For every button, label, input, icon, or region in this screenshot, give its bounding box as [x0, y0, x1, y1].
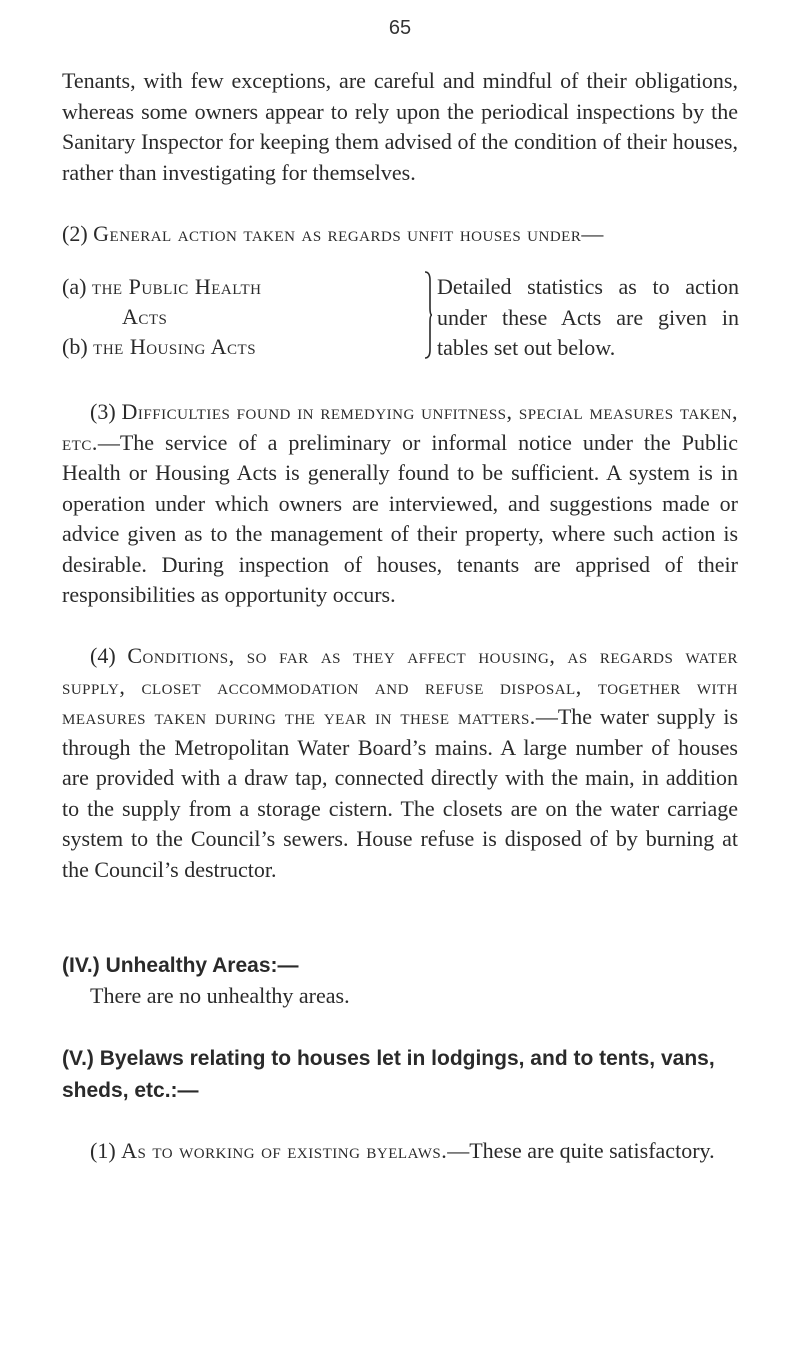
section-4-number: (4)	[90, 643, 116, 668]
curly-brace-icon	[423, 270, 433, 360]
page-number: 65	[388, 17, 412, 39]
section-3-number: (3)	[90, 399, 116, 424]
section-iv-body: There are no unhealthy areas.	[90, 983, 350, 1008]
section-3-body: —The service of a preliminary or informal notice under the Public Health or Housing Acts is generally found to be sufficient. A system is in operation under which owners are interviewed, and suggestions made or advice given as to the management of their property, where such action is desirable. During inspection of houses, tenants are apprised of their responsibilities as opportunity occurs.	[62, 429, 738, 607]
item-a-text: the Public Health	[91, 274, 262, 299]
section-iv-title: (IV.) Unhealthy Areas:—	[62, 954, 299, 977]
item-a-label: (a)	[62, 274, 87, 299]
section-v-title: (V.) Byelaws relating to houses let in lodgings, and to tents, vans, sheds, etc.:—	[62, 1047, 715, 1102]
section-2-title: General action taken as regards unfit houses under—	[93, 221, 604, 246]
section-3-heading: Difficulties found in remedying unfitness, special measures taken, etc.	[62, 399, 739, 455]
section-v-1-number: (1)	[90, 1138, 116, 1163]
bracket-note: Detailed statistics as to action under these Acts are given in tables set out below.	[437, 274, 739, 360]
section-v-1-heading: As to working of existing byelaws.	[121, 1138, 448, 1163]
section-4-body: —The water supply is through the Metropolitan Water Board’s mains. A large number of houses are provided with a draw tap, connected directly with the main, in addition to the supply from a storage cistern. The closets are on the water carriage system to the Council’s sewers. House refuse is disposed of by burning at the Council’s destructor.	[62, 704, 739, 882]
list-item-b	[62, 332, 256, 363]
list-item-a	[62, 272, 261, 303]
section-iv-heading	[62, 950, 738, 982]
section-v-1-body: —These are quite satisfactory.	[447, 1138, 715, 1163]
section-2-number: (2)	[62, 221, 88, 246]
section-v-heading	[62, 1043, 738, 1106]
section-3-paragraph	[62, 397, 738, 611]
item-b-label: (b)	[62, 334, 88, 359]
list-item-a-continued	[122, 302, 167, 333]
section-4-heading: Conditions, so far as they affect housing, as regards water supply, closet accommodation and refuse disposal, together with measures taken during the year in these matters.	[62, 643, 738, 729]
section-4-paragraph	[62, 641, 738, 885]
section-v-1-paragraph	[62, 1136, 738, 1167]
item-a-cont-text: Acts	[122, 304, 168, 329]
intro-paragraph: Tenants, with few exceptions, are careful and mindful of their obligations, whereas some owners appear to rely upon the periodical inspections by the Sanitary Inspector for keeping them advised of the condition of their houses, rather than investigating for themselves.	[62, 68, 738, 185]
item-b-text: the Housing Acts	[93, 334, 257, 359]
section-2-heading	[62, 219, 738, 250]
